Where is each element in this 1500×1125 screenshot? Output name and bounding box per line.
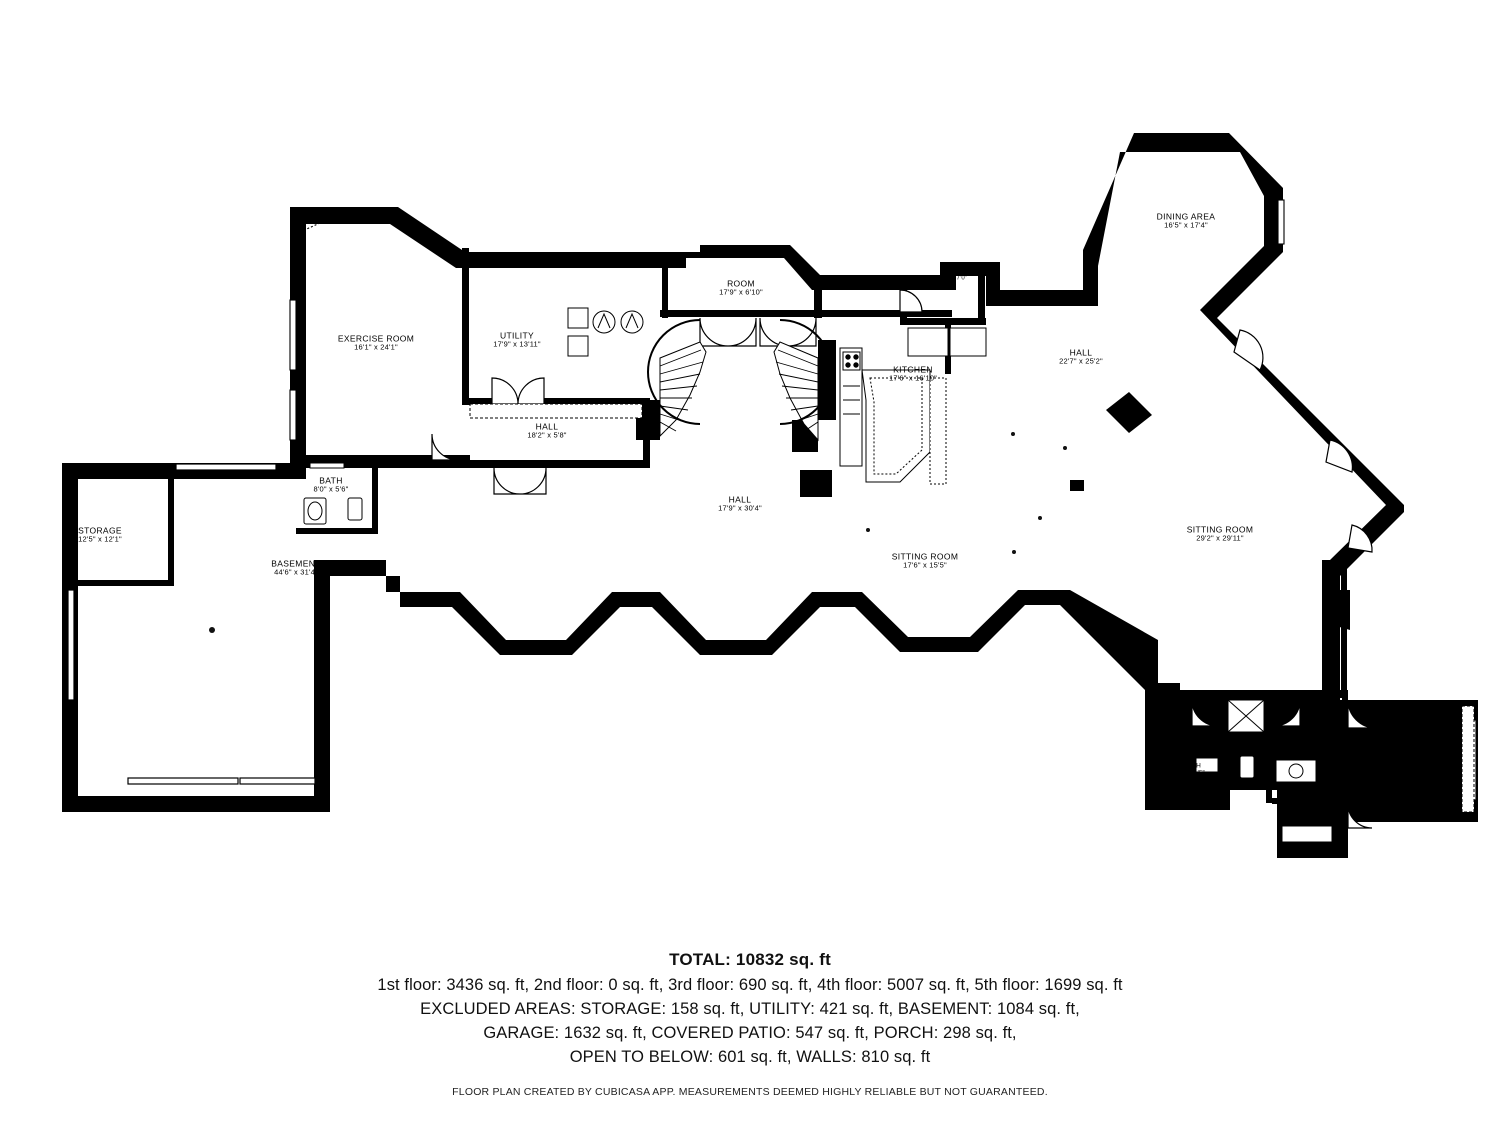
excluded-areas-line-1: EXCLUDED AREAS: STORAGE: 158 sq. ft, UTILITY: 421 sq. ft, BASEMENT: 1084 sq. ft, [420, 999, 1080, 1018]
room-dims-bath-left: 8'0" x 5'6" [313, 484, 349, 494]
wall-bath-right-vert2 [1266, 698, 1272, 803]
room-name-kitchen: KITCHEN [893, 364, 933, 375]
excluded-areas-line-2: GARAGE: 1632 sq. ft, COVERED PATIO: 547 sq. ft, PORCH: 298 sq. ft, [483, 1023, 1017, 1042]
room-name-sitting-room-center: SITTING ROOM [891, 551, 959, 562]
stair-wall-fill-2 [800, 470, 832, 497]
wall-room-bottom [660, 310, 820, 317]
room-name-hall-center: HALL [728, 494, 752, 505]
door-swing-room-mid [728, 318, 756, 346]
room-dims-kitchen: 17'6" x 16'10" [888, 373, 938, 383]
storage-wall-bottom [64, 580, 174, 586]
room-dims-hall-main: 22'7" x 25'2" [1059, 356, 1103, 366]
room-name-bath-left: BATH [319, 475, 343, 486]
bedroom-closet-strip [1462, 706, 1474, 812]
total-area-label: TOTAL: 10832 sq. ft [669, 950, 831, 969]
floors-breakdown: 1st floor: 3436 sq. ft, 2nd floor: 0 sq. ft, 3rd floor: 690 sq. ft, 4th floor: 5007 sq. ft, 5th floor: 1699 sq. ft [377, 976, 1123, 994]
wall-utility-small-bottom [900, 318, 986, 325]
room-dims-room: 17'9" x 6'10" [719, 287, 763, 297]
room-name-basement: BASEMENT [271, 558, 321, 569]
marker-4 [1012, 550, 1016, 554]
door-swing-room-right [760, 318, 788, 346]
utility-fixture-2 [950, 328, 986, 356]
door-swing-hall-lower-2 [520, 468, 546, 494]
wall-bath-right-bottom [1158, 798, 1226, 804]
counter-run [470, 404, 642, 418]
basement-window-lower [68, 590, 74, 700]
wall-hall-top [462, 398, 647, 405]
room-dims-bath-right: 0' x 11'5" [1179, 770, 1205, 777]
room-dims-basement: 44'6" x 31'4" [274, 567, 318, 577]
exterior-walls [62, 133, 1478, 858]
main-outline-wall [62, 133, 1478, 858]
window-exercise-left-2 [290, 390, 296, 440]
room-name-wic: W.I.C. [1304, 807, 1324, 815]
linen-closet [1196, 758, 1218, 772]
wall-room-right [814, 275, 822, 318]
wall-bath-left-bottom [296, 528, 378, 534]
window-exercise-left [290, 300, 296, 370]
area-summary [0, 950, 1500, 1098]
door-swing-hall-left-1 [492, 378, 518, 404]
room-name-sitting-room-right: SITTING ROOM [1186, 524, 1254, 535]
utility-fixture-1 [908, 328, 948, 356]
wall-bath-right-vert [1220, 698, 1226, 803]
door-swing-hall-lower-1 [494, 468, 520, 494]
room-name-utility-upper: UTILITY [499, 330, 535, 341]
storage-window [176, 464, 276, 470]
sink-basin-right [1289, 764, 1303, 778]
wall-kitchen-top [822, 310, 952, 317]
wall-wic-right [1342, 798, 1348, 858]
stair-wall-fill-3 [818, 340, 836, 420]
toilet-right [1240, 756, 1254, 778]
bath-left-fixtures [304, 463, 362, 524]
wall-room-left [662, 252, 668, 318]
disclaimer-text: FLOOR PLAN CREATED BY CUBICASA APP. MEASUREMENTS DEEMED HIGHLY RELIABLE BUT NOT GUARANTEED. [452, 1085, 1048, 1098]
appliance-box-2 [568, 336, 588, 356]
kitchen-pantry [930, 378, 946, 484]
excluded-areas-line-3: OPEN TO BELOW: 601 sq. ft, WALLS: 810 sq. ft [569, 1047, 931, 1066]
room-name-hall-lower: HALL [535, 421, 559, 432]
storage-wall-right [168, 465, 174, 585]
staircases [648, 320, 832, 440]
marker-2 [1063, 446, 1067, 450]
basement-window-bottom-2 [240, 778, 315, 784]
room-dims-sitting-room-center: 17'6" x 15'5" [903, 560, 947, 570]
room-dims-sitting-room-right: 29'2" x 29'11" [1196, 533, 1244, 543]
room-name-room: ROOM [727, 278, 755, 289]
wall-bedroom-left [1342, 698, 1348, 803]
room-dims-utility-small: 8'4" x 7'0" [938, 275, 968, 282]
room-dims-exercise-room: 16'1" x 24'1" [354, 342, 398, 352]
wall-bath-left-right [372, 463, 378, 533]
room-dims-hall-center: 17'9" x 30'4" [718, 503, 762, 513]
wall-exercise-utility [462, 248, 469, 404]
room-dims-wic: 5'10" x 6'2" [1298, 815, 1330, 822]
fireplace-diagonal-1 [1106, 392, 1152, 433]
cooktop-burner-4 [854, 363, 858, 367]
cooktop-burner-3 [846, 363, 850, 367]
appliance-box-1 [568, 308, 588, 328]
room-name-storage: STORAGE [78, 525, 122, 536]
room-name-hall-main: HALL [1069, 347, 1093, 358]
column-block-1 [1070, 480, 1084, 491]
door-swing-room-left [700, 318, 728, 346]
door-swing-utility-small [900, 290, 922, 312]
wall-suite-top [1158, 690, 1348, 698]
door-swing-dining-2 [1326, 440, 1352, 472]
wic-shelf-1 [1282, 826, 1332, 842]
wall-wic-top [1272, 798, 1348, 804]
kitchen-fixtures [840, 328, 986, 484]
room-name-exercise-room: EXERCISE ROOM [337, 333, 415, 344]
marker-1 [1011, 432, 1015, 436]
basement-window-bottom [128, 778, 238, 784]
cooktop-burner-1 [846, 355, 850, 359]
kitchen-cooktop [843, 352, 860, 370]
tub-basin-left [308, 502, 322, 520]
marker-5 [866, 528, 870, 532]
door-panel-bath-left [310, 463, 344, 468]
room-name-utility-small: UTILITY [939, 267, 967, 275]
room-dims-hall-lower: 18'2" x 5'8" [527, 430, 567, 440]
storage-room-group [64, 464, 315, 784]
wall-utility-small-right [978, 272, 985, 324]
basement-floor-point [209, 627, 215, 633]
marker-3 [1038, 516, 1042, 520]
room-dims-dining-area: 16'5" x 17'4" [1164, 220, 1208, 230]
room-name-bedroom: BEDROOM [1382, 754, 1430, 765]
cooktop-burner-2 [854, 355, 858, 359]
room-dims-utility-upper: 17'9" x 13'11" [493, 339, 541, 349]
room-dims-storage: 12'5" x 12'1" [78, 534, 122, 544]
door-swing-dining-1 [1234, 330, 1263, 370]
toilet-left [348, 498, 362, 520]
room-name-bath-right: BATH [1182, 762, 1202, 770]
window-dining-right [1278, 200, 1284, 244]
room-dims-bedroom: 11'6" x 12'5" [1384, 763, 1428, 773]
room-name-dining-area: DINING AREA [1156, 211, 1216, 222]
door-swing-hall-left-2 [518, 378, 544, 404]
